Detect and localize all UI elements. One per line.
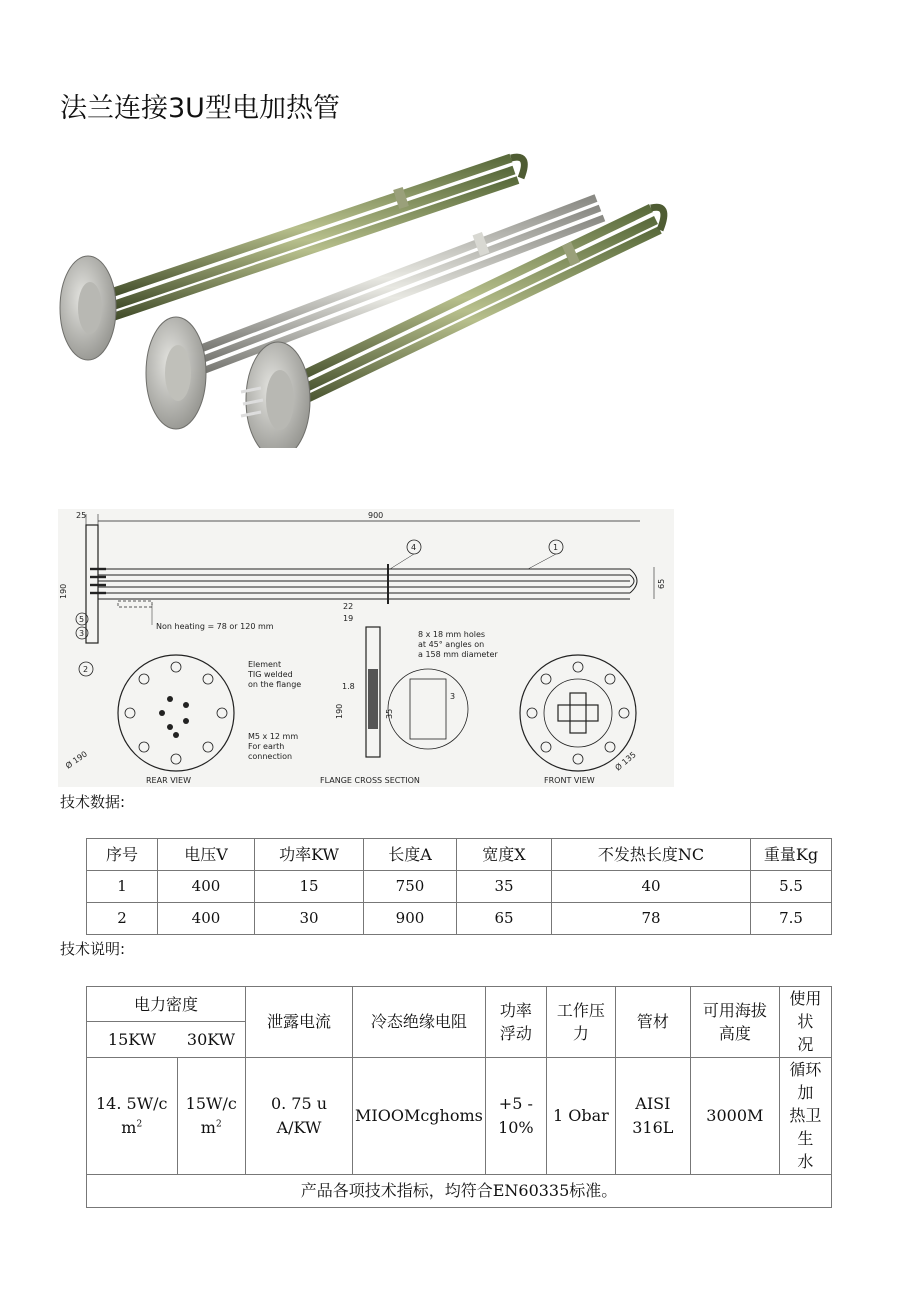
work-pressure-value: 1 Obar [546, 1057, 615, 1174]
pd-30kw-header: 30KW [177, 1022, 246, 1057]
tech-desc-label: 技术说明: [60, 940, 126, 958]
tech-desc-table [86, 986, 832, 1208]
altitude-value: 3000M [690, 1057, 779, 1174]
leak-current-header: 泄露电流 [246, 987, 353, 1058]
power-float-line-2: 浮动 [499, 1023, 532, 1043]
cell: 400 [158, 903, 255, 935]
pd-15kw-value [87, 1057, 178, 1174]
element-note-1: Element [248, 660, 282, 669]
dim-25: 25 [76, 511, 87, 520]
cold-insulation-header: 冷态绝缘电阻 [353, 987, 486, 1058]
element-note-2: TIG welded [248, 670, 293, 679]
page-title: 法兰连接3U型电加热管 [60, 93, 340, 124]
front-view-label: FRONT VIEW [544, 776, 595, 785]
cell: 900 [364, 903, 457, 935]
usage-line-2: 况 [797, 1035, 814, 1055]
product-photo [56, 148, 676, 448]
table-footer-row [87, 1174, 832, 1207]
pd-15-line-1: 14. 5W/c [95, 1094, 168, 1114]
element-note-3: on the flange [248, 680, 302, 689]
header-weight: 重量Kg [751, 839, 832, 871]
table-row [87, 1057, 832, 1174]
header-length: 长度A [364, 839, 457, 871]
holes-note-3: a 158 mm diameter [418, 650, 498, 659]
standard-note: 产品各项技术指标，均符合EN60335标准。 [87, 1174, 832, 1207]
dim-65: 65 [657, 578, 666, 589]
material-line-1: AISI [635, 1094, 671, 1114]
flange-cross-section-label: FLANGE CROSS SECTION [320, 776, 420, 785]
usage-line-1: 使用状 [789, 989, 822, 1032]
holes-note-2: at 45° angles on [418, 640, 485, 649]
callout-1: 1 [553, 543, 559, 552]
callout-4: 4 [411, 543, 417, 552]
header-voltage: 电压V [158, 839, 255, 871]
earth-note-1: M5 x 12 mm [248, 732, 299, 741]
float-line-1: +5 - [498, 1094, 533, 1114]
dim-dia-135: Ø 135 [613, 750, 638, 773]
tube-material-header: 管材 [615, 987, 690, 1058]
pd-30-line-2: m [200, 1117, 216, 1137]
pd-30-line-1: 15W/c [185, 1094, 237, 1114]
power-float-header [485, 987, 546, 1058]
leak-current-value: 0. 75 u A/KW [246, 1057, 353, 1174]
header-non-heating: 不发热长度NC [552, 839, 751, 871]
table-header-row [87, 987, 832, 1022]
pd-15kw-header: 15KW [87, 1022, 178, 1057]
callout-3: 3 [79, 629, 85, 638]
power-density-header: 电力密度 [87, 987, 246, 1022]
dim-22: 22 [343, 602, 354, 611]
cell: 78 [552, 903, 751, 935]
dim-3: 3 [450, 692, 456, 701]
dim-19: 19 [343, 614, 354, 623]
cell: 400 [158, 871, 255, 903]
earth-note-2: For earth [248, 742, 285, 751]
pd-30kw-value [177, 1057, 246, 1174]
table-row [87, 903, 832, 935]
power-float-value [485, 1057, 546, 1174]
earth-note-3: connection [248, 752, 293, 761]
altitude-line-1: 可用海拔 [702, 1000, 767, 1020]
usage-value [779, 1057, 831, 1174]
dim-1-8: 1.8 [342, 682, 355, 691]
header-power: 功率KW [255, 839, 364, 871]
cell: 7.5 [751, 903, 832, 935]
dim-900: 900 [368, 511, 384, 520]
dim-35: 35 [385, 708, 394, 719]
work-pressure-header [546, 987, 615, 1058]
tech-data-table [86, 838, 832, 935]
dim-dia-190: Ø 190 [63, 749, 89, 771]
rear-view-label: REAR VIEW [146, 776, 191, 785]
work-pressure-line-2: 力 [572, 1023, 589, 1043]
cell: 5.5 [751, 871, 832, 903]
float-line-2: 10% [498, 1117, 534, 1137]
material-line-2: 316L [632, 1117, 674, 1137]
usage-value-line-1: 循环加 [789, 1059, 822, 1102]
cell: 1 [87, 871, 158, 903]
dim-190-b: 190 [335, 703, 344, 719]
power-float-line-1: 功率 [499, 1000, 532, 1020]
table-row [87, 871, 832, 903]
usage-value-line-3: 水 [797, 1152, 814, 1172]
pd-15-line-2: m [121, 1117, 137, 1137]
holes-note-1: 8 x 18 mm holes [418, 630, 486, 639]
tech-data-label: 技术数据: [60, 793, 126, 811]
pd-15-sup: 2 [136, 1119, 143, 1130]
cell: 750 [364, 871, 457, 903]
dim-190: 190 [59, 583, 68, 599]
cell: 15 [255, 871, 364, 903]
cell: 65 [457, 903, 552, 935]
usage-value-line-2: 热卫生 [789, 1105, 822, 1149]
work-pressure-line-1: 工作压 [556, 1000, 605, 1020]
header-index: 序号 [87, 839, 158, 871]
technical-drawing [58, 509, 674, 787]
cold-insulation-value: MIOOMcghoms [353, 1057, 486, 1174]
cell: 40 [552, 871, 751, 903]
non-heating-note: Non heating = 78 or 120 mm [156, 622, 274, 631]
heater-2-image [146, 198, 604, 429]
pd-30-sup: 2 [215, 1119, 222, 1130]
tube-material-value [615, 1057, 690, 1174]
cell: 35 [457, 871, 552, 903]
cell: 30 [255, 903, 364, 935]
altitude-line-2: 高度 [718, 1023, 751, 1043]
usage-header [779, 987, 831, 1058]
altitude-header [690, 987, 779, 1058]
table-header-row [87, 839, 832, 871]
callout-2: 2 [83, 665, 89, 674]
header-width: 宽度X [457, 839, 552, 871]
cell: 2 [87, 903, 158, 935]
callout-5: 5 [79, 615, 85, 624]
